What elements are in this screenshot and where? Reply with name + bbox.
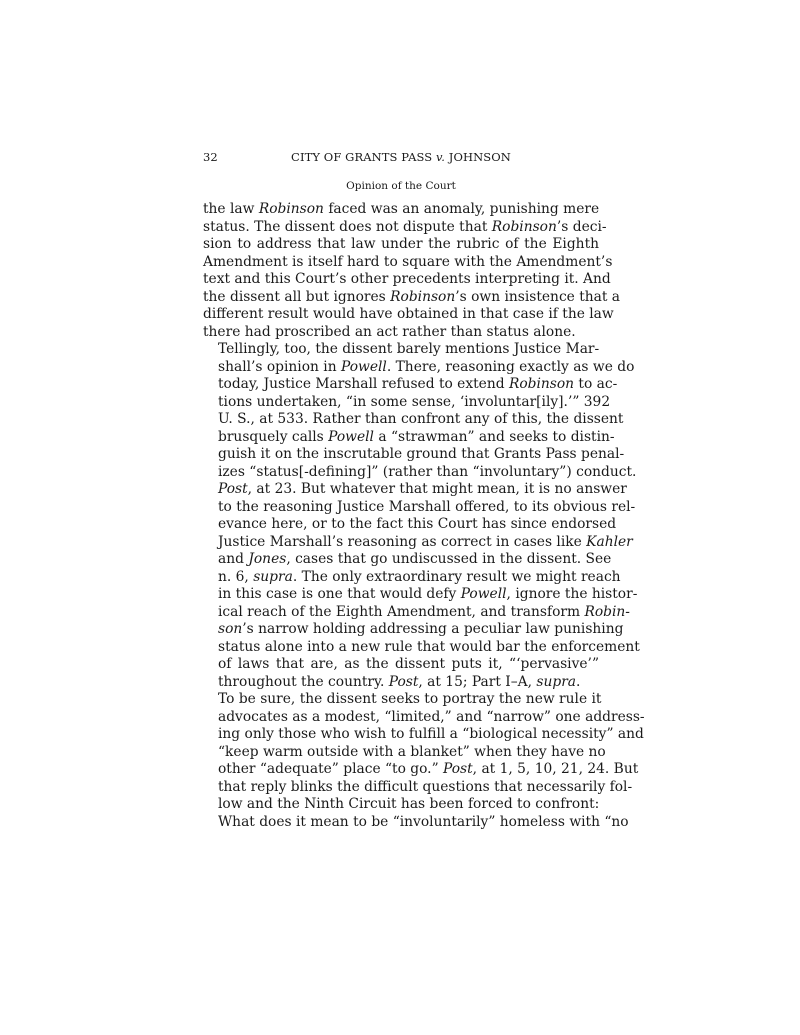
text-line: advocates as a modest, “limited,” and “narrow” one address-: [218, 708, 645, 725]
text-line: status alone into a new rule that would bar the enforcement: [218, 638, 640, 655]
text-line: text and this Court’s other precedents interpreting it. And: [203, 271, 611, 287]
text-line: to the reasoning Justice Marshall offered, to its obvious rel-: [218, 498, 636, 515]
text-line: in this case is one that would defy Powell, ignore the histor-: [218, 586, 638, 602]
text-line: status. The dissent does not dispute that Robinson’s deci-: [203, 218, 607, 235]
text-line: today, Justice Marshall refused to extend Robinson to ac-: [218, 376, 618, 392]
text-line: tions undertaken, “in some sense, ‘involuntar[ily].’” 392: [218, 393, 611, 410]
page-number: 32: [203, 150, 218, 164]
text-line: that reply blinks the difficult questions that necessarily fol-: [218, 778, 633, 795]
text-line: shall’s opinion in Powell. There, reasoning exactly as we do: [218, 358, 635, 375]
text-line: the law Robinson faced was an anomaly, punishing mere: [203, 201, 600, 217]
text-line: Post, at 23. But whatever that might mean, it is no answer: [218, 481, 627, 497]
text-line: U. S., at 533. Rather than confront any of this, the dissent: [218, 411, 624, 427]
running-title: CITY OF GRANTS PASS v. JOHNSON: [291, 150, 511, 164]
text-line: evance here, or to the fact this Court has since endorsed: [218, 516, 617, 532]
text-line: Amendment is itself hard to square with the Amendment’s: [203, 253, 613, 270]
page-header: [203, 150, 599, 168]
text-line: and Jones, cases that go undiscussed in the dissent. See: [218, 551, 612, 567]
opinion-label: Opinion of the Court: [346, 180, 456, 192]
text-line: other “adequate” place “to go.” Post, at 1, 5, 10, 21, 24. But: [218, 761, 639, 777]
text-line: Justice Marshall’s reasoning as correct in cases like Kahler: [218, 533, 633, 550]
text-line: “keep warm outside with a blanket” when they have no: [218, 743, 606, 760]
text-line: brusquely calls Powell a “strawman” and seeks to distin-: [218, 428, 615, 445]
text-line: guish it on the inscrutable ground that Grants Pass penal-: [218, 446, 625, 462]
text-line: ing only those who wish to fulfill a “biological necessity” and: [218, 726, 644, 742]
text-line: son’s narrow holding addressing a peculiar law punishing: [218, 621, 624, 637]
text-line: low and the Ninth Circuit has been forced to confront:: [218, 796, 600, 812]
text-line: To be sure, the dissent seeks to portray the new rule it: [218, 691, 602, 707]
text-line: n. 6, supra. The only extraordinary result we might reach: [218, 568, 621, 585]
paragraph-2: [203, 341, 640, 691]
text-line: ical reach of the Eighth Amendment, and transform Robin-: [218, 603, 630, 620]
opinion-body: [203, 201, 645, 831]
text-line: the dissent all but ignores Robinson’s own insistence that a: [203, 288, 621, 305]
text-line: of laws that are, as the dissent puts it, “‘pervasive’”: [218, 656, 599, 672]
text-line: What does it mean to be “involuntarily” homeless with “no: [218, 813, 629, 830]
paragraph-1: [203, 201, 621, 341]
text-line: different result would have obtained in that case if the law: [203, 306, 614, 322]
text-line: there had proscribed an act rather than status alone.: [203, 323, 576, 340]
text-line: izes “status[-defining]” (rather than “involuntary”) conduct.: [218, 463, 637, 480]
text-line: throughout the country. Post, at 15; Part I–A, supra.: [218, 673, 581, 690]
text-line: sion to address that law under the rubric of the Eighth: [203, 236, 599, 252]
text-line: Tellingly, too, the dissent barely mentions Justice Mar-: [218, 341, 600, 357]
paragraph-3: [203, 691, 645, 831]
